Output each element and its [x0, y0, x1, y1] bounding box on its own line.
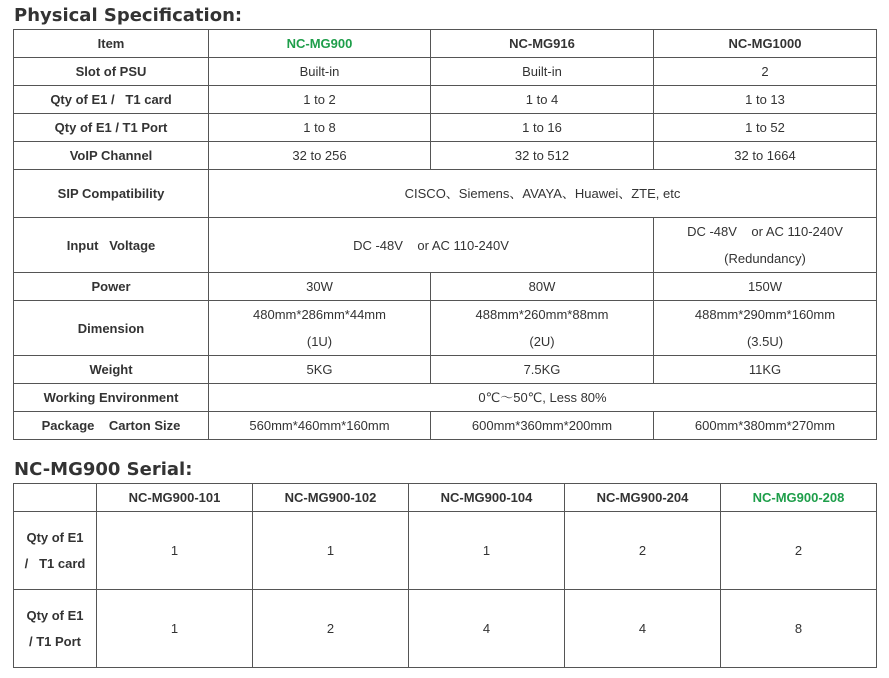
- table-row: [14, 412, 877, 440]
- cell-value: 32 to 1664: [654, 142, 877, 170]
- cell-value: 4: [565, 590, 721, 668]
- cell-value: 1 to 52: [654, 114, 877, 142]
- table-row: [14, 86, 877, 114]
- cell-value: [431, 301, 654, 356]
- header-model: NC-MG900-101: [97, 484, 253, 512]
- table-row: [14, 356, 877, 384]
- header-empty: [14, 484, 97, 512]
- cell-line: DC -48V or AC 110-240V: [687, 224, 843, 239]
- cell-value: 1: [97, 512, 253, 590]
- cell-value: [654, 218, 877, 273]
- row-label: Slot of PSU: [14, 58, 209, 86]
- table-row: [14, 114, 877, 142]
- cell-value: 2: [721, 512, 877, 590]
- table-row: [14, 30, 877, 58]
- row-label: Working Environment: [14, 384, 209, 412]
- cell-value: Built-in: [209, 58, 431, 86]
- cell-value: 1: [97, 590, 253, 668]
- table-row: [14, 170, 877, 218]
- row-label: [14, 590, 97, 668]
- cell-line: (3.5U): [746, 334, 784, 349]
- row-label: Input Voltage: [14, 218, 209, 273]
- serial-title: NC-MG900 Serial:: [14, 459, 193, 480]
- cell-value: 0℃～50℃, Less 80%: [209, 384, 877, 412]
- table-row: [14, 218, 877, 273]
- header-model: NC-MG900-102: [253, 484, 409, 512]
- cell-value: 4: [409, 590, 565, 668]
- header-mg916: NC-MG916: [431, 30, 654, 58]
- table-row: [14, 384, 877, 412]
- cell-value: 1 to 4: [431, 86, 654, 114]
- cell-value: 1 to 16: [431, 114, 654, 142]
- cell-line: 488mm*290mm*160mm: [694, 307, 836, 322]
- cell-value: 1 to 8: [209, 114, 431, 142]
- cell-value: Built-in: [431, 58, 654, 86]
- cell-line: 488mm*260mm*88mm: [475, 307, 609, 322]
- cell-line: (1U): [306, 334, 333, 349]
- table-row: [14, 590, 877, 668]
- header-model: NC-MG900-104: [409, 484, 565, 512]
- header-mg1000: NC-MG1000: [654, 30, 877, 58]
- cell-value: 32 to 256: [209, 142, 431, 170]
- row-label: Qty of E1 / T1 Port: [14, 114, 209, 142]
- cell-value: 8: [721, 590, 877, 668]
- row-label: SIP Compatibility: [14, 170, 209, 218]
- cell-value: [209, 301, 431, 356]
- header-model: NC-MG900-204: [565, 484, 721, 512]
- table-row: [14, 484, 877, 512]
- physical-spec-title: Physical Specification:: [14, 5, 243, 26]
- cell-line: (Redundancy): [724, 251, 806, 266]
- cell-value: 1 to 2: [209, 86, 431, 114]
- row-label: Qty of E1 / T1 card: [14, 86, 209, 114]
- table-row: [14, 512, 877, 590]
- cell-value: 1: [253, 512, 409, 590]
- serial-table: [13, 483, 877, 668]
- cell-value: [654, 301, 877, 356]
- label-line: Qty of E1: [26, 529, 84, 545]
- cell-line: 480mm*286mm*44mm: [253, 307, 386, 322]
- cell-value: 150W: [654, 273, 877, 301]
- label-line: / T1 card: [24, 555, 86, 571]
- table-row: [14, 301, 877, 356]
- header-item: Item: [14, 30, 209, 58]
- cell-value: 560mm*460mm*160mm: [209, 412, 431, 440]
- physical-spec-table: [13, 29, 877, 440]
- row-label: Weight: [14, 356, 209, 384]
- cell-value: 5KG: [209, 356, 431, 384]
- row-label: Package Carton Size: [14, 412, 209, 440]
- cell-value: 32 to 512: [431, 142, 654, 170]
- header-model: NC-MG900-208: [721, 484, 877, 512]
- header-mg900: NC-MG900: [209, 30, 431, 58]
- row-label: [14, 512, 97, 590]
- row-label: Dimension: [14, 301, 209, 356]
- cell-value: DC -48V or AC 110-240V: [209, 218, 654, 273]
- cell-value: 600mm*360mm*200mm: [431, 412, 654, 440]
- table-row: [14, 273, 877, 301]
- table-row: [14, 142, 877, 170]
- cell-value: 7.5KG: [431, 356, 654, 384]
- cell-value: 11KG: [654, 356, 877, 384]
- label-line: / T1 Port: [28, 633, 81, 649]
- cell-value: 30W: [209, 273, 431, 301]
- cell-value: 80W: [431, 273, 654, 301]
- table-row: [14, 58, 877, 86]
- cell-value: 2: [253, 590, 409, 668]
- cell-value: 2: [654, 58, 877, 86]
- cell-value: 1 to 13: [654, 86, 877, 114]
- cell-value: CISCO、Siemens、AVAYA、Huawei、ZTE, etc: [209, 170, 877, 218]
- cell-value: 2: [565, 512, 721, 590]
- row-label: VoIP Channel: [14, 142, 209, 170]
- cell-line: (2U): [529, 334, 555, 349]
- cell-value: 1: [409, 512, 565, 590]
- cell-value: 600mm*380mm*270mm: [654, 412, 877, 440]
- row-label: Power: [14, 273, 209, 301]
- label-line: Qty of E1: [26, 607, 84, 623]
